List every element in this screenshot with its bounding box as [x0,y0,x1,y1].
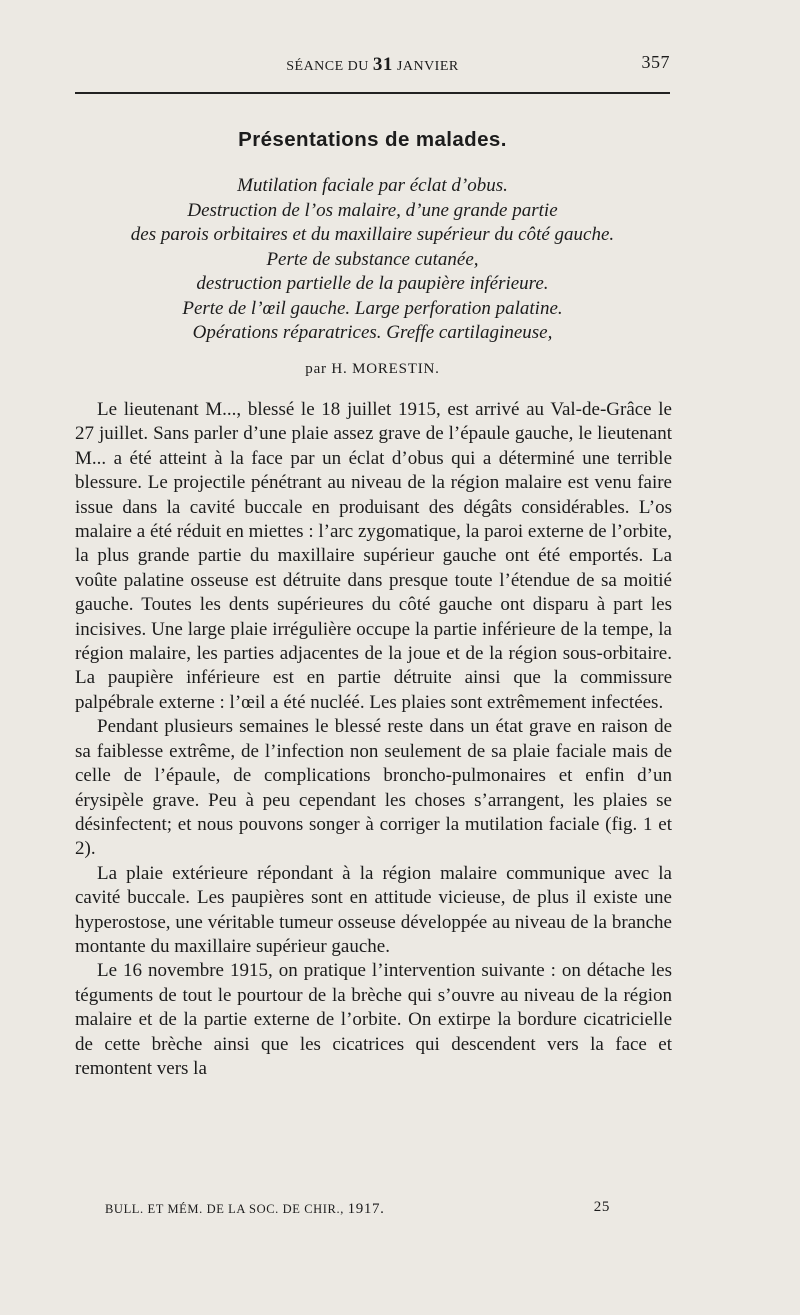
running-head-title [75,54,670,76]
subtitle-line: Perte de substance cutanée, [266,248,479,270]
running-head-title-prefix: SÉANCE DU [286,59,369,74]
journal-name: BULL. ET MÉM. DE LA SOC. DE CHIR., [105,1202,344,1216]
page-number: 357 [641,52,670,72]
paragraph: La plaie extérieure répondant à la région malaire communique avec la cavité buccale. Les paupières sont en attitude vicieuse, de plus il existe une hyperostose, une véritable tumeur osseuse développée au niveau de la branche montante du maxillaire supérieur gauche. [75,862,672,957]
section-heading: Présentations de malades. [238,128,507,151]
journal-year: 1917. [347,1201,385,1217]
page-footer [105,1199,610,1219]
journal-citation [105,1201,384,1218]
paragraph: Le lieutenant M..., blessé le 18 juillet 1915, est arrivé au Val-de-Grâce le 27 juillet. Sans parler d’une plaie assez grave de l’épaule gauche, le lieutenant M... a été atteint à la face par un éclat d’obus qui a déterminé une terrible blessure. Le projectile pénétrant au niveau de la région malaire est venu faire issue dans la cavité buccale en produisant des dégâts considérables. L’os malaire a été réduit en miettes : l’arc zygomatique, la paroi externe de l’orbite, la plus grande partie du maxillaire supérieur gauche ont été emportés. La voûte palatine osseuse est détruite dans presque toute l’étendue de sa moitié gauche. Toutes les dents supérieures du côté gauche ont disparu à part les incisives. Une large plaie irrégulière occupe la partie inférieure de la tempe, la région malaire, les parties adjacentes de la joue et de la région sous-orbitaire. La paupière inférieure est en partie détruite ainsi que la commissure palpébrale externe : l’œil a été nucléé. Les plaies sont extrêmement infectées. [75,399,672,713]
paragraph: Pendant plusieurs semaines le blessé reste dans un état grave en raison de sa faiblesse extrême, de l’infection non seulement de sa plaie faciale mais de celle de l’épaule, de complications broncho-pulmonaires et enfin d’un érysipèle grave. Peu à peu cependant les choses s’arrangent, les plaies se désinfectent; et nous pouvons songer à corriger la mutilation faciale (fig. 1 et 2). [75,716,672,860]
article-body [75,398,672,1081]
paragraph: Le 16 novembre 1915, on pratique l’intervention suivante : on détache les téguments de tout le pourtour de la brèche qui s’ouvre au niveau de la région malaire et de la partie externe de l’orbite. On extirpe la bordure cicatricielle de cette brèche ainsi que les cicatrices qui descendent vers la face et remontent vers la [75,960,672,1079]
running-head [75,52,670,76]
subtitle-line: des parois orbitaires et du maxillaire supérieur du côté gauche. [130,224,615,245]
header-rule [75,92,670,94]
subtitle-line: Opérations réparatrices. Greffe cartilagineuse, [192,322,553,343]
subtitle-line: Mutilation faciale par éclat d’obus. [237,175,508,196]
subtitle-line: Perte de l’œil gauche. Large perforation palatine. [182,297,563,319]
running-head-day: 31 [372,54,393,75]
author-byline: par H. MORESTIN. [305,361,440,377]
article-subtitle [70,174,675,346]
signature-mark: 25 [593,1199,610,1215]
subtitle-line: destruction partielle de la paupière inférieure. [196,273,549,294]
running-head-title-suffix: JANVIER [396,59,459,74]
subtitle-line: Destruction de l’os malaire, d’une grande partie [187,199,558,221]
